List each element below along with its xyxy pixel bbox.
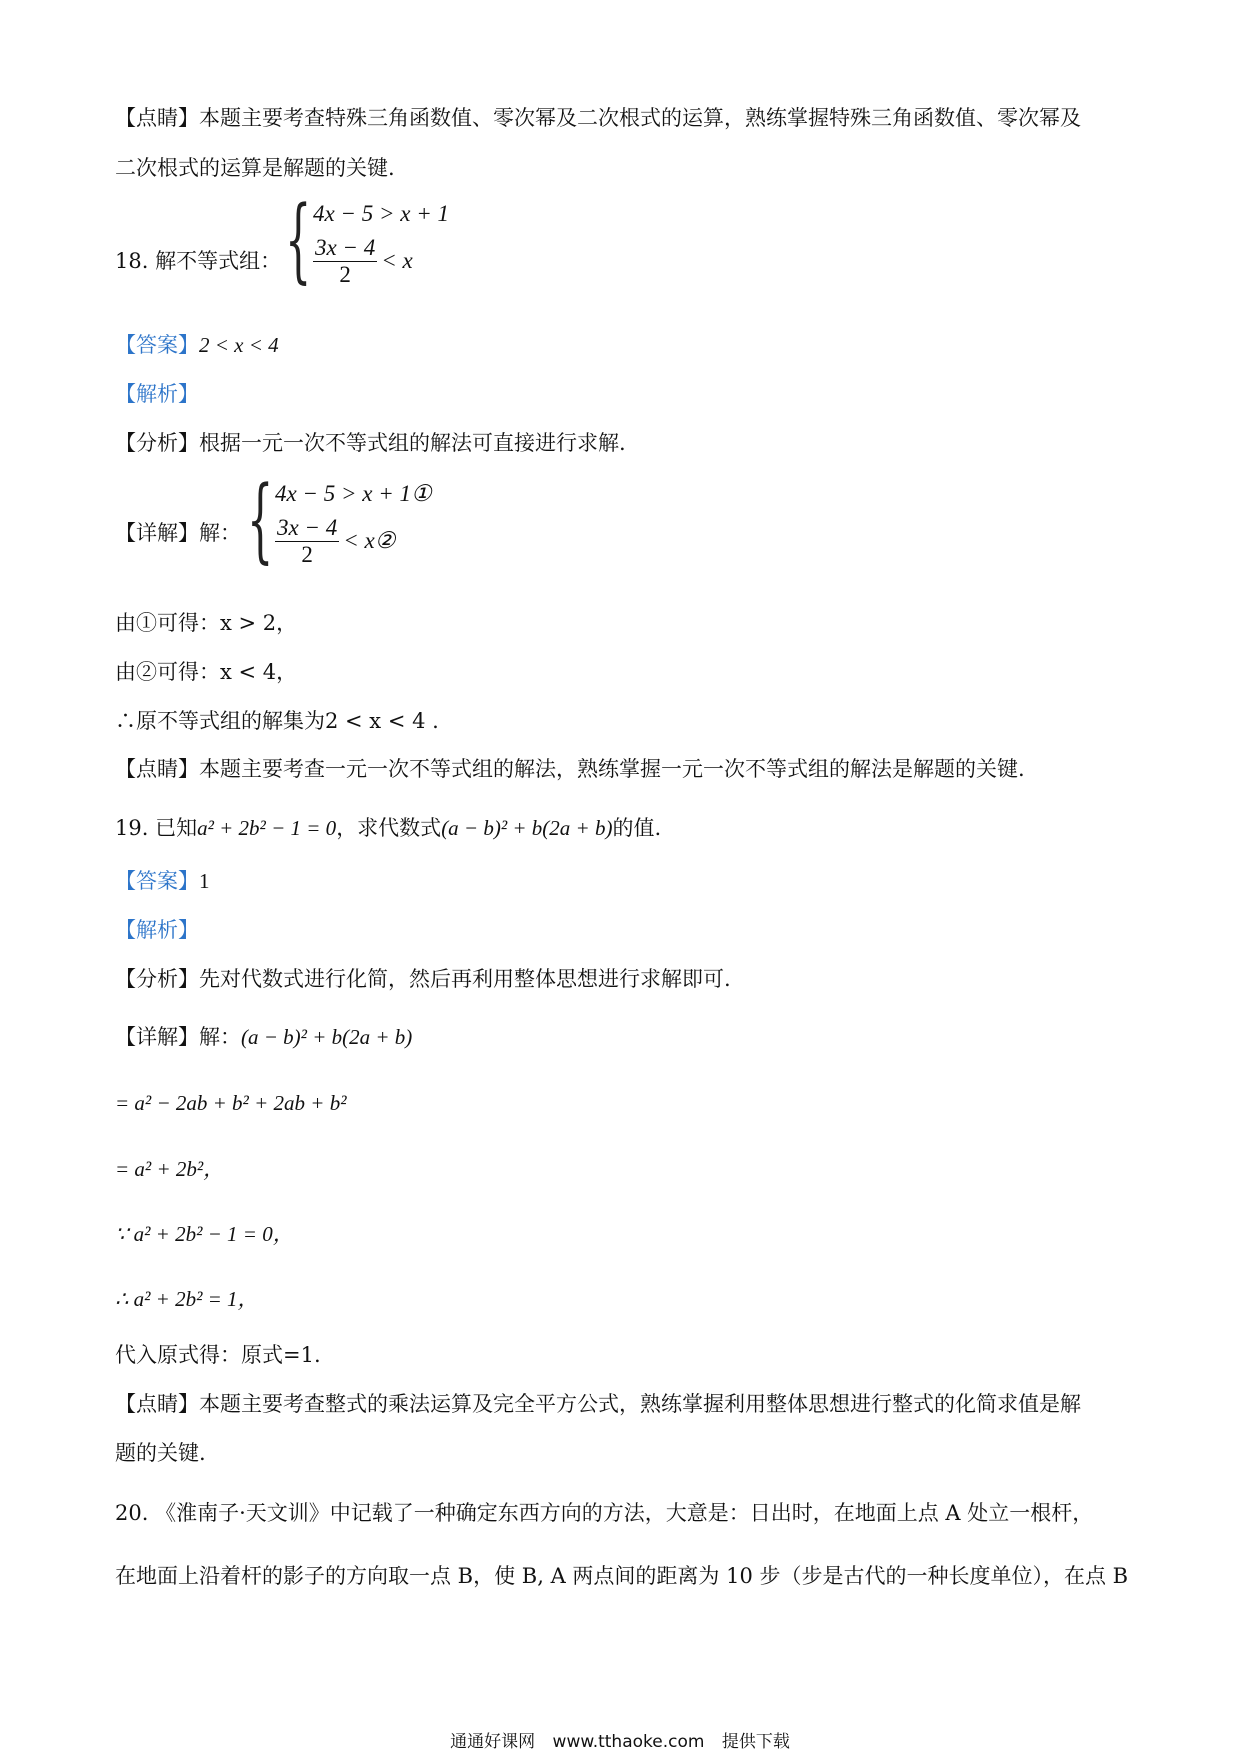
q18-eq1: 4x − 5 > x + 1	[313, 201, 449, 226]
q19-fenxi: 【分析】先对代数式进行化简，然后再利用整体思想进行求解即可.	[115, 967, 731, 991]
q19-analysis-tag: 【解析】	[115, 918, 199, 942]
q19-step1: = a² − 2ab + b² + 2ab + b²	[115, 1091, 347, 1115]
q18-eq2	[313, 232, 449, 290]
q18-fenxi: 【分析】根据一元一次不等式组的解法可直接进行求解.	[115, 431, 626, 455]
q19-xiangjie-label: 【详解】解：	[115, 1025, 241, 1049]
footer-url[interactable]: www.tthaoke.com	[552, 1732, 705, 1752]
q19-question-mid: ，求代数式	[336, 816, 442, 840]
q18-xiangjie-label: 【详解】解：	[115, 521, 241, 545]
answer-tag: 【答案】	[115, 869, 199, 893]
q19-answer	[115, 866, 210, 896]
q18-solution-system	[247, 466, 432, 573]
q19-step2: = a² + 2b²，	[115, 1157, 225, 1181]
q17-review-line1: 【点睛】本题主要考查特殊三角函数值、零次幂及二次根式的运算，熟练掌握特殊三角函数值、零次幂及	[115, 106, 1081, 130]
q18-answer-value: 2 < x < 4	[199, 333, 279, 357]
q20-line2: 在地面上沿着杆的影子的方向取一点 B，使 B, A 两点间的距离为 10 步（步是古代的一种长度单位），在点 B	[115, 1564, 1129, 1588]
q19-step4: ∴ a² + 2b² = 1，	[115, 1287, 259, 1311]
q19-xiangjie	[115, 1022, 412, 1052]
q20-line1: 20. 《淮南子·天文训》中记载了一种确定东西方向的方法，大意是：日出时，在地面上点 A 处立一根杆，	[115, 1501, 1094, 1525]
q18-step2: 由②可得：x < 4，	[115, 660, 298, 684]
q18-sys-frac-num: 3x − 4	[277, 514, 338, 540]
q18-answer	[115, 330, 279, 360]
q19-question-pre: 19. 已知	[115, 816, 198, 840]
q18-sys-eq2	[275, 512, 432, 570]
q19-expression: (a − b)² + b(2a + b)	[441, 816, 613, 840]
answer-tag: 【答案】	[115, 333, 199, 357]
q18-frac-den: 2	[339, 261, 351, 287]
q19-step3: ∵ a² + 2b² − 1 = 0，	[115, 1222, 294, 1246]
q18-step3: ∴原不等式组的解集为2 < x < 4 .	[115, 709, 439, 733]
page-footer	[0, 1727, 1240, 1752]
q17-review-line2: 二次根式的运算是解题的关键.	[115, 156, 395, 180]
q18-step1: 由①可得：x > 2，	[115, 611, 298, 635]
q18-frac-rest: < x	[381, 248, 413, 273]
q19-answer-value: 1	[199, 869, 210, 893]
q18-sys-frac-rest: < x②	[343, 528, 396, 553]
q19-review-line1: 【点睛】本题主要考查整式的乘法运算及完全平方公式，熟练掌握利用整体思想进行整式的化简求值是解	[115, 1392, 1081, 1416]
q19-question-post: 的值.	[612, 816, 662, 840]
q18-label: 18. 解不等式组：	[115, 249, 282, 273]
q18-frac-num: 3x − 4	[315, 234, 376, 260]
q18-sys-frac-den: 2	[301, 541, 313, 567]
q19-review-line2: 题的关键.	[115, 1441, 206, 1465]
q18-inequality-system	[285, 186, 449, 293]
left-brace: {	[247, 466, 274, 573]
q18-review: 【点睛】本题主要考查一元一次不等式组的解法，熟练掌握一元一次不等式组的解法是解题的关键.	[115, 757, 1025, 781]
q19-xiangjie-expr: (a − b)² + b(2a + b)	[241, 1025, 413, 1049]
footer-note: 提供下载	[721, 1732, 790, 1752]
q18-sys-eq1: 4x − 5 > x + 1①	[275, 481, 432, 506]
footer-site-name: 通通好课网	[450, 1732, 536, 1752]
q19-condition: a² + 2b² − 1 = 0	[197, 816, 337, 840]
q19-question	[115, 813, 661, 843]
left-brace: {	[285, 186, 312, 293]
q18-analysis-tag: 【解析】	[115, 382, 199, 406]
q19-step5: 代入原式得：原式=1.	[115, 1343, 321, 1367]
